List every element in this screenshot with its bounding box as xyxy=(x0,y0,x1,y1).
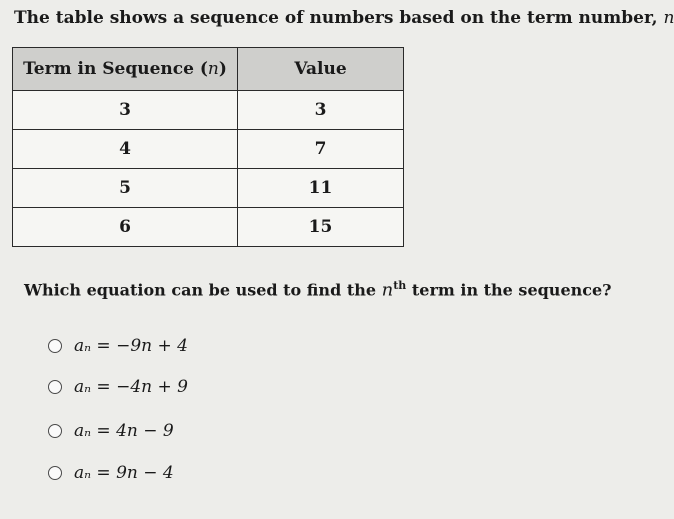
value-header: Value xyxy=(238,48,404,91)
answer-option-1[interactable] xyxy=(48,336,188,356)
answer-option-3[interactable] xyxy=(48,421,174,441)
radio-button-icon[interactable] xyxy=(48,380,62,394)
intro-sentence: The table shows a sequence of numbers based on the term number, xyxy=(14,8,658,28)
term-cell: 3 xyxy=(13,91,238,130)
table-row xyxy=(13,208,404,247)
table-row xyxy=(13,130,404,169)
value-cell: 7 xyxy=(238,130,404,169)
question-superscript: th xyxy=(393,279,407,292)
question-after: term in the sequence? xyxy=(411,280,612,300)
value-cell: 11 xyxy=(238,169,404,208)
radio-button-icon[interactable] xyxy=(48,339,62,353)
option-label: aₙ = 4n − 9 xyxy=(74,421,174,441)
table-row xyxy=(13,169,404,208)
term-cell: 6 xyxy=(13,208,238,247)
question-before: Which equation can be used to find the xyxy=(24,280,377,300)
term-header: Term in Sequence (n) xyxy=(13,48,238,91)
option-label: aₙ = −9n + 4 xyxy=(74,336,188,356)
answer-option-2[interactable] xyxy=(48,377,188,397)
option-label: aₙ = 9n − 4 xyxy=(74,463,174,483)
table-header-row xyxy=(13,48,404,91)
intro-text xyxy=(14,8,674,28)
value-cell: 15 xyxy=(238,208,404,247)
term-cell: 4 xyxy=(13,130,238,169)
term-cell: 5 xyxy=(13,169,238,208)
radio-button-icon[interactable] xyxy=(48,466,62,480)
answer-option-4[interactable] xyxy=(48,463,174,483)
question-text xyxy=(24,279,612,300)
intro-variable: n xyxy=(663,8,674,28)
question-variable: n xyxy=(381,279,394,301)
value-cell: 3 xyxy=(238,91,404,130)
option-label: aₙ = −4n + 9 xyxy=(74,377,188,397)
radio-button-icon[interactable] xyxy=(48,424,62,438)
sequence-table xyxy=(12,47,404,247)
table-row xyxy=(13,91,404,130)
